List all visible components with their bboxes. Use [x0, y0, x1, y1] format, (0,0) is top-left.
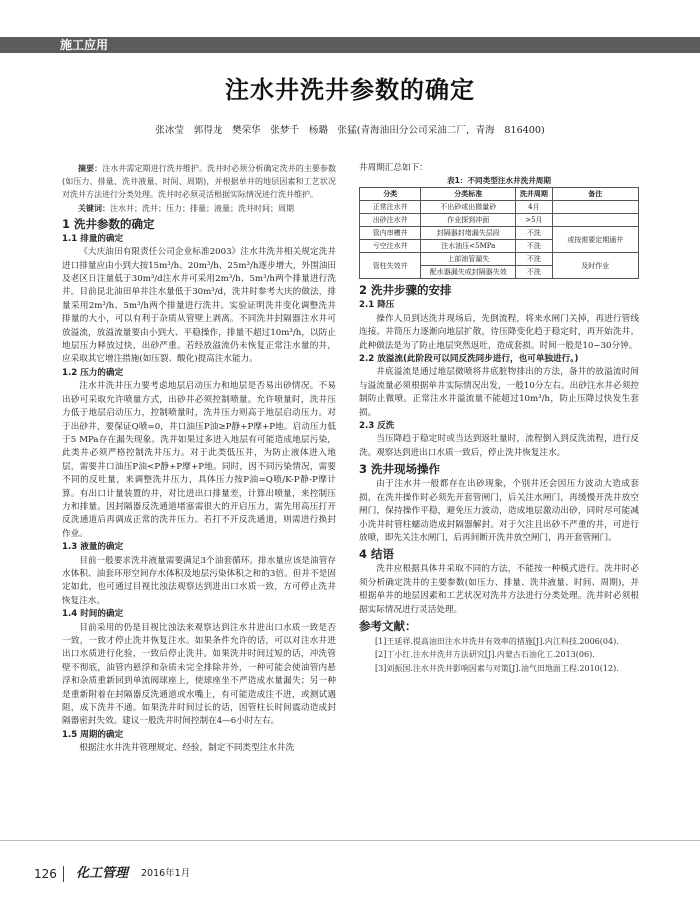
- reference-item: [1]王延祥.提高油田注水井洗井有效率的措施[J].内江科技.2006(04).: [375, 636, 619, 646]
- section-1-3-text: 目前一般要求洗井液量需要满足3个油套循环。排水量应该是油管存水体积、油套环形空间存水体积及地层污染体积之和的3倍。但并不是固定如此，也可通过目视比浊法观察达到进出口水质一致，方可停止洗井恢复注水。: [62, 555, 336, 606]
- keywords-text: 注水井；洗井；压力；排量；液量；洗井时间；周期: [110, 203, 294, 213]
- abstract-text: 注水井需定期进行洗井维护。洗井时必须分析确定洗井的主要参数(如压力、排量、洗井液量、时间、周期)，并根据单井的地层因素和工艺状况对洗井方法进行分类处理。洗井时必须灵活根据实际情况进行洗井维护。: [62, 164, 337, 200]
- section-1-5-text: 根据注水井洗井管理规定、经验，制定不同类型注水井洗: [79, 743, 295, 754]
- table-cell: 注水油压<5MPa: [421, 240, 516, 253]
- table-cell: 不洗: [516, 253, 552, 266]
- right-column: [359, 162, 639, 675]
- section-1-5-title: 1.5 周期的确定: [62, 729, 124, 740]
- issue-date: 2016年1月: [141, 868, 191, 879]
- journal-name: 化工管理: [76, 866, 129, 881]
- table-row: [360, 201, 639, 214]
- table-header: 分类: [360, 188, 421, 201]
- table-cell: 正常注水井: [360, 201, 421, 214]
- table-cell: >5月: [516, 214, 552, 227]
- table-cell: [552, 214, 639, 227]
- table-cell: 上部油管漏失: [421, 253, 516, 266]
- table-header: 洗井周期: [516, 188, 552, 201]
- section-1-4-text: 目前采用的仍是目视比浊法来观察达到注水井进出口水质一致是否一致，一致才停止洗井恢复注水。如果条件允许的话，可以对注水井进出口水质进行化验，一致后停止洗井。如果洗井时间过短的话，冲洗管壁不彻底，油管内悬浮和杂质未完全排除井外，一种可能会使油管内悬浮和杂质重新回到单流阀球座上，使球座坐不严造成水量漏失；另一种是重新附着在封隔器反洗通道或水嘴上，有可能造成注不进，或测试遇阻，成下洗井不通。如果洗井时间过长的话，因管柱长时间震动造成封隔器密封失效。建议一般洗井时间控制在4—6小时左右。: [62, 622, 336, 727]
- section-2-1-text: 操作人员到达洗井现场后，先倒流程，将来水闸门关掉，再进行管线连接。井筒压力逐渐向地层扩散，待压降变化趋于稳定时，再开始洗井。此种做法是为了防止地层突然返吐，造成套损。时间一般是10~30分钟。: [359, 313, 639, 351]
- section-2-2-title: 2.2 放溢流(此阶段可以同反洗同步进行，也可单独进行。): [359, 354, 579, 365]
- author-line: 张冰莹 郭得龙 樊荣华 张梦千 杨璐 张猛(青海油田分公司采油二厂，青海 816400): [155, 125, 545, 136]
- section-1-1-title: 1.1 排量的确定: [62, 233, 124, 244]
- table-cell: 不洗: [516, 266, 552, 279]
- table-cell: 或按需要定期通井: [552, 227, 639, 253]
- section-1-title: 1 洗井参数的确定: [62, 216, 155, 231]
- table-header-row: [360, 188, 639, 201]
- table-cell: 配水器漏失或封隔器失效: [421, 266, 516, 279]
- table-caption: 表1：不同类型注水井洗井周期: [446, 176, 551, 186]
- left-column: [62, 162, 336, 756]
- section-2-3-title: 2.3 反洗: [359, 421, 395, 432]
- footer-rule: [0, 840, 700, 841]
- table-header: 分类标准: [421, 188, 516, 201]
- section-tag: 施工应用: [60, 38, 109, 52]
- table-cell: 管内串槽井: [360, 227, 421, 240]
- wash-cycle-table: [359, 187, 639, 279]
- article-title: 注水井洗井参数的确定: [225, 76, 475, 104]
- section-2-3-text: 当压降趋于稳定时或当达到返吐量时，流程倒入到反洗流程，进行反洗。观察达到进出口水质一致后，停止洗井恢复注水。: [359, 434, 639, 458]
- footer-divider: [63, 866, 64, 882]
- table-cell: [552, 201, 639, 214]
- table-row: [360, 253, 639, 266]
- section-1-2-text: 注水井洗井压力要考虑地层启动压力和地层是否易出砂情况。不易出砂可采取允许喷量方式，出砂井必须控制喷量。允许喷量时，洗井压力低于地层启动压力，控制喷量时，洗井压力则高于地层启动压力。对于出砂井，要保证Q喷=0，井口油压P油≥P静+P摩+P地。启动压力低于5 MPa存在漏失现象。洗井如果过多进入地层有可能造成地层污染，此类井必须严格控制洗井压力。对于此类低压井，为防止液体进入地层，需要井口油压P油<P静+P摩+P地。同时，因不同污染情况，需要不同的反吐量，来调整洗井压力，具体压力按P油=Q喷/K-P静-P摩计算。有出口计量装置的井，对比进出口排量差，计算出喷量，来控制压力和排量。因封隔器反洗通道堵塞需很大的开启压力，需先用高压打开反洗通道后再调成正常的洗井压力。若打不开反洗通道，则需进行换封作业。: [62, 381, 336, 539]
- page-number: 126: [34, 867, 57, 881]
- references-title: 参考文献：: [359, 618, 417, 633]
- table-cell: 作业探到冲面: [421, 214, 516, 227]
- section-1-1-text: 《大庆油田有限责任公司企业标准2003》注水井洗井相关规定洗井进口排量应由小到大按15m³/h、20m³/h、25m³/h逐步增大，外围油田及老区日注量低于30m³/d注水井可采用2m³/h、5m³/h两个排量进行洗井。目前昆北油田单井注水量低于30m³/d，洗井时参考大庆的做法，排量采用2m³/h、5m³/h两个排量进行洗井。实验证明洗井变化调整洗井排量的大小，可以有利于杂质从管壁上剥离。不同洗井封隔器注水井可放溢流，放溢流量要由小到大、平稳操作，排量不超过10m³/h，以防止地层压力释放过快，出砂严重。若经放溢流仍未恢复正常注水量的井，应采取其它增注措施(如压裂、酸化)提高注水能力。: [62, 247, 336, 365]
- section-3-text: 由于注水井一般都存在出砂现象，个别井还会因压力波动大造成套损，在洗井操作时必须先开套管闸门，后关注水闸门，再缓慢开洗井放空闸门，保持操作平稳，避免压力波动，造成地层激动出砂，同时尽可能减小洗井时管柱蠕动造成封隔器解封。对于欠注且出砂不严重的井，可进行放喷，即先关注水闸门，后再间断开洗井放空闸门，再开套管闸门。: [359, 479, 639, 543]
- section-1-2-title: 1.2 压力的确定: [62, 367, 124, 378]
- table-cell: 封隔器封堵漏失层段: [421, 227, 516, 240]
- section-2-2-text: 井底溢流是通过地层微喷将井底脏物排出的方法，备井的放溢流时间与溢流量必须根据单井实际情况出发，一般10分左右。出砂注水井必须控制防止微喷。正常注水井溢流量不能超过10m³/h，防止压降过快发生套损。: [359, 367, 639, 418]
- table-row: [360, 214, 639, 227]
- reference-item: [3]刘振国.注水井洗井影响因素与对策[J].油气田地面工程.2010(12).: [375, 663, 619, 673]
- reference-item: [2]丁小红.注水井洗井方法研究[J].内蒙古石油化工.2013(06).: [375, 650, 595, 660]
- table-cell: 不出砂或出微量砂: [421, 201, 516, 214]
- table-row: [360, 227, 639, 240]
- section-1-4-title: 1.4 时间的确定: [62, 609, 124, 620]
- section-2-title: 2 洗井步骤的安排: [359, 283, 452, 298]
- keywords-label: 关键词：: [78, 203, 110, 213]
- abstract-label: 摘要：: [78, 164, 103, 173]
- section-4-text: 洗井应根据具体井采取不同的方法，不能按一种模式进行。洗井时必须分析确定洗井的主要参数(如压力、排量、洗井液量、时间、周期)，并根据单井的地层因素和工艺状况对洗井方法进行分类处理。洗井时必须根据实际情况进行灵活处理。: [359, 564, 639, 615]
- table-cell: 及时作业: [552, 253, 639, 279]
- table-cell: 4月: [516, 201, 552, 214]
- section-1-5-continued: 井周期汇总如下：: [359, 163, 428, 173]
- table-cell: 管柱失效井: [360, 253, 421, 279]
- section-4-title: 4 结语: [359, 547, 395, 562]
- table-cell: 不洗: [516, 240, 552, 253]
- section-3-title: 3 洗井现场操作: [359, 462, 441, 477]
- section-1-3-title: 1.3 液量的确定: [62, 542, 124, 553]
- table-header: 备注: [552, 188, 639, 201]
- table-cell: 出砂注水井: [360, 214, 421, 227]
- table-cell: 不洗: [516, 227, 552, 240]
- section-2-1-title: 2.1 降压: [359, 300, 395, 311]
- abstract: [62, 162, 336, 215]
- table-cell: 亏空注水井: [360, 240, 421, 253]
